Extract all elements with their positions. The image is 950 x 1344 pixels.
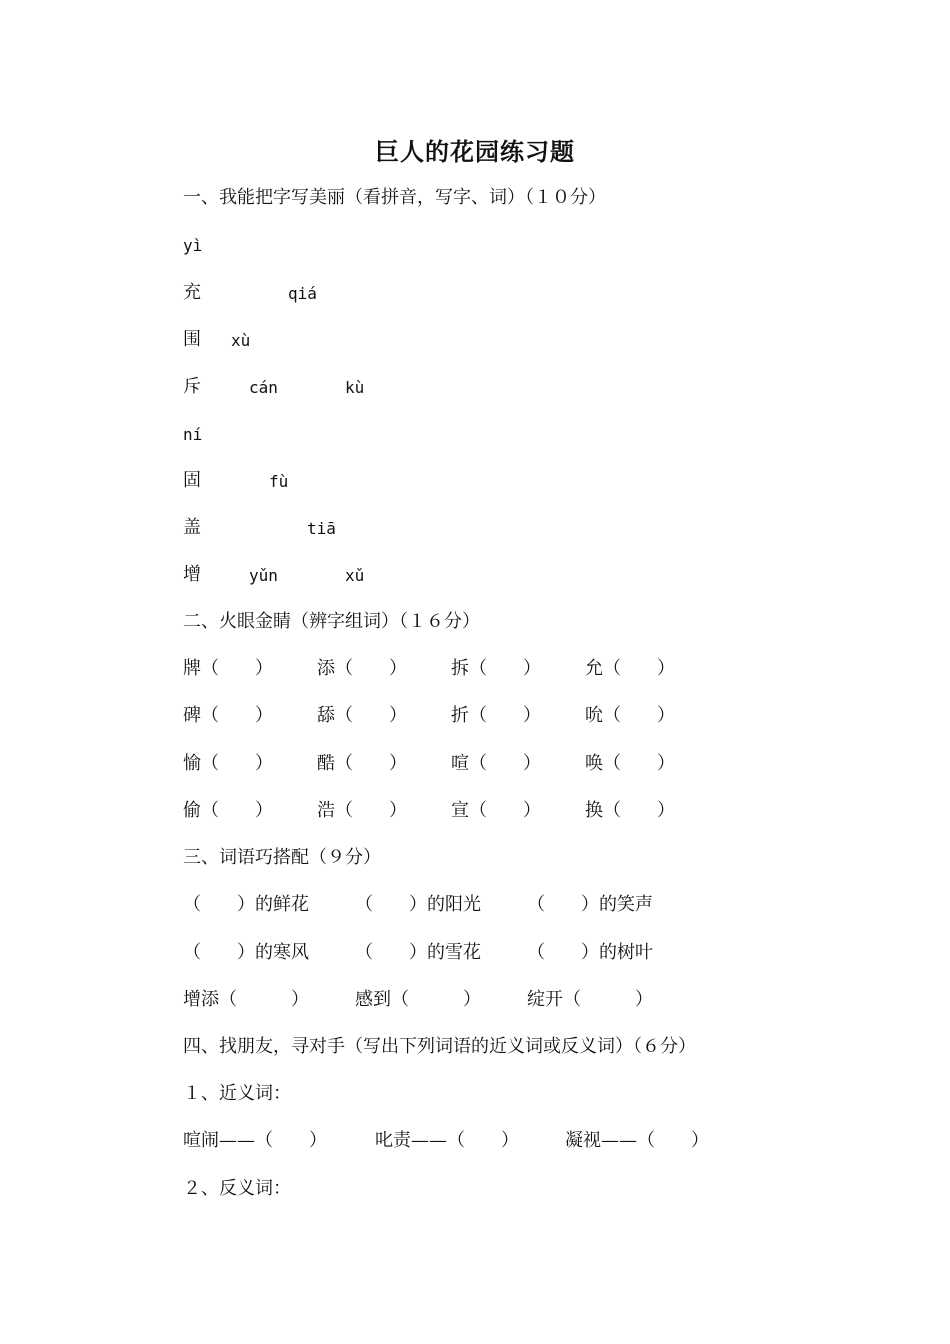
phrase-item: （ ）的阳光 — [355, 894, 481, 915]
word-item: 换（ ） — [585, 800, 675, 821]
word-item: 允（ ） — [585, 658, 675, 679]
phrase-item: （ ）的笑声 — [527, 894, 653, 915]
word-item: 喧（ ） — [451, 753, 541, 774]
pinyin: yǔn — [249, 566, 278, 585]
page-title: 巨人的花园练习题 — [375, 138, 575, 166]
phrase-item: （ ）的雪花 — [355, 942, 481, 963]
synonym-item: 凝视——（ ） — [565, 1130, 709, 1151]
character: 围 — [183, 329, 201, 350]
phrase-item: 增添（ ） — [183, 989, 309, 1010]
section2-heading: 二、火眼金睛（辨字组词）（１６分） — [183, 611, 480, 632]
character: 斥 — [183, 376, 201, 397]
word-item: 浩（ ） — [317, 800, 407, 821]
word-item: 唤（ ） — [585, 753, 675, 774]
synonym-item: 喧闹——（ ） — [183, 1130, 327, 1151]
word-item: 碑（ ） — [183, 705, 273, 726]
phrase-item: 感到（ ） — [355, 989, 481, 1010]
phrase-item: （ ）的寒风 — [183, 942, 309, 963]
phrase-item: （ ）的鲜花 — [183, 894, 309, 915]
character: 盖 — [183, 517, 201, 538]
pinyin: ní — [183, 425, 203, 444]
synonym-item: 叱责——（ ） — [375, 1130, 519, 1151]
section4-heading: 四、找朋友，寻对手（写出下列词语的近义词或反义词）（６分） — [183, 1036, 696, 1057]
word-item: 折（ ） — [451, 705, 541, 726]
word-item: 添（ ） — [317, 658, 407, 679]
pinyin: xǔ — [345, 566, 365, 585]
word-item: 拆（ ） — [451, 658, 541, 679]
pinyin: kù — [345, 378, 365, 397]
pinyin: fù — [269, 472, 289, 491]
section1-heading: 一、我能把字写美丽（看拼音，写字、词）（１０分） — [183, 187, 606, 208]
pinyin: qiá — [288, 284, 317, 303]
pinyin: yì — [183, 236, 203, 255]
section3-heading: 三、词语巧搭配（９分） — [183, 847, 381, 868]
synonyms-subheading: １、近义词： — [183, 1083, 291, 1104]
character: 充 — [183, 282, 201, 303]
word-item: 偷（ ） — [183, 800, 273, 821]
word-item: 吮（ ） — [585, 705, 675, 726]
word-item: 牌（ ） — [183, 658, 273, 679]
word-item: 酷（ ） — [317, 753, 407, 774]
pinyin: cán — [249, 378, 278, 397]
word-item: 宣（ ） — [451, 800, 541, 821]
character: 增 — [183, 564, 201, 585]
word-item: 舔（ ） — [317, 705, 407, 726]
phrase-item: （ ）的树叶 — [527, 942, 653, 963]
pinyin: tiā — [307, 519, 336, 538]
character: 固 — [183, 470, 201, 491]
pinyin: xù — [231, 331, 251, 350]
phrase-item: 绽开（ ） — [527, 989, 653, 1010]
word-item: 愉（ ） — [183, 753, 273, 774]
antonyms-subheading: ２、反义词： — [183, 1178, 291, 1199]
